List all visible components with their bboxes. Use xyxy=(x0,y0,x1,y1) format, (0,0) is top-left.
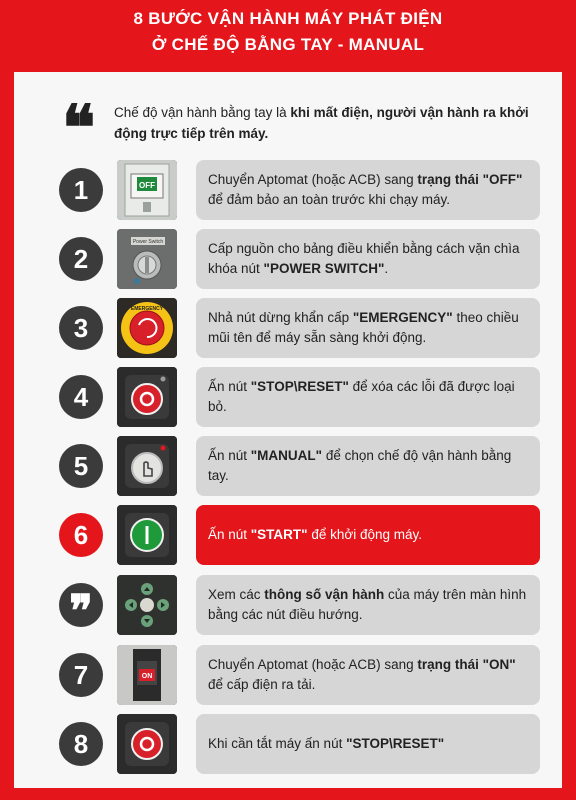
step-number-badge: 5 xyxy=(59,444,103,488)
step-number-badge: 4 xyxy=(59,375,103,419)
step-number-badge: 2 xyxy=(59,237,103,281)
start-button-image xyxy=(117,505,177,565)
step-description xyxy=(196,645,540,705)
on-label: ON xyxy=(141,673,153,680)
off-label: OFF xyxy=(139,181,155,190)
page-subtitle: Ở CHẾ ĐỘ BẰNG TAY - MANUAL xyxy=(151,35,425,54)
step-description xyxy=(196,160,540,220)
step-description xyxy=(196,505,540,565)
page-title: 8 BƯỚC VẬN HÀNH MÁY PHÁT ĐIỆN xyxy=(133,9,443,28)
step-text: Nhả nút dừng khẩn cấp xyxy=(208,310,353,325)
step-number-badge: 3 xyxy=(59,306,103,350)
manual-button-image xyxy=(117,436,177,496)
stop-reset-button-image xyxy=(117,714,177,774)
step-text: để khởi động máy. xyxy=(307,527,422,542)
intro-normal: Chế độ vận hành bằng tay là xyxy=(114,105,291,120)
step-text-bold: "OFF" xyxy=(482,172,523,187)
step-number-badge: 1 xyxy=(59,168,103,212)
step-text-bold: "POWER SWITCH" xyxy=(263,261,385,276)
step-text-bold: trạng thái xyxy=(417,172,479,187)
step-row-8 xyxy=(0,714,576,774)
emergency-label: EMERGENCY xyxy=(130,306,164,312)
step-row-2 xyxy=(0,229,576,289)
step-description xyxy=(196,367,540,427)
breaker-on-image xyxy=(117,645,177,705)
step-text: Chuyển Aptomat (hoặc ACB) sang xyxy=(208,657,418,672)
step-description xyxy=(196,229,540,289)
stop-reset-button-image xyxy=(117,367,177,427)
emergency-stop-image xyxy=(117,298,177,358)
step-text: . xyxy=(384,261,389,276)
key-switch-image xyxy=(117,229,177,289)
quote-icon: ❝ xyxy=(62,91,96,164)
step-text-bold: "STOP\RESET" xyxy=(250,379,349,394)
step-number-badge: 6 xyxy=(59,513,103,557)
step-text: để chọn chế độ vận hành bằng tay. xyxy=(208,448,512,483)
header xyxy=(0,0,576,68)
step-text-bold: thông số vận hành xyxy=(264,587,385,602)
breaker-off-image xyxy=(117,160,177,220)
step-description xyxy=(196,714,540,774)
intro-text xyxy=(114,102,540,144)
step-number-badge: 7 xyxy=(59,653,103,697)
step-row-4 xyxy=(0,367,576,427)
step-text-bold: "MANUAL" xyxy=(250,448,323,463)
step-row-3 xyxy=(0,298,576,358)
power-switch-label: Power Switch xyxy=(132,239,164,245)
step-text: Khi cần tắt máy ấn nút xyxy=(208,736,347,751)
intro-bold: khi mất điện, người vận hành ra khởi động trực tiếp trên máy. xyxy=(114,105,529,141)
step-number-badge: 8 xyxy=(59,722,103,766)
step-row-6 xyxy=(0,505,576,565)
quote-icon: ❞ xyxy=(59,583,103,627)
step-row-1 xyxy=(0,160,576,220)
step-text: để cấp điện ra tải. xyxy=(208,677,316,692)
step-text: Chuyển Aptomat (hoặc ACB) sang xyxy=(208,172,418,187)
navigation-buttons-image xyxy=(117,575,177,635)
step-text: Ấn nút xyxy=(208,379,251,394)
step-text: Xem các xyxy=(208,587,265,602)
step-text: Cấp nguồn cho bảng điều khiển bằng cách vặn chìa khóa nút xyxy=(208,241,520,276)
step-description xyxy=(196,575,540,635)
step-text-bold: "ON" xyxy=(482,657,516,672)
step-text: Ấn nút xyxy=(208,527,251,542)
step-description xyxy=(196,436,540,496)
step-text: để đảm bảo an toàn trước khi chạy máy. xyxy=(208,192,451,207)
step-row-navigation xyxy=(0,575,576,635)
step-text-bold: "EMERGENCY" xyxy=(352,310,453,325)
step-row-7 xyxy=(0,645,576,705)
step-text-bold: "START" xyxy=(250,527,308,542)
step-text-bold: trạng thái xyxy=(417,657,479,672)
step-row-5 xyxy=(0,436,576,496)
step-description xyxy=(196,298,540,358)
step-text-bold: "STOP\RESET" xyxy=(346,736,445,751)
step-text: để xóa các lỗi đã được loại bỏ. xyxy=(208,379,515,414)
step-text: của máy trên màn hình bằng các nút điều hướng. xyxy=(208,587,527,622)
step-text: theo chiều mũi tên để máy sẵn sàng khởi động. xyxy=(208,310,519,345)
step-text: Ấn nút xyxy=(208,448,251,463)
